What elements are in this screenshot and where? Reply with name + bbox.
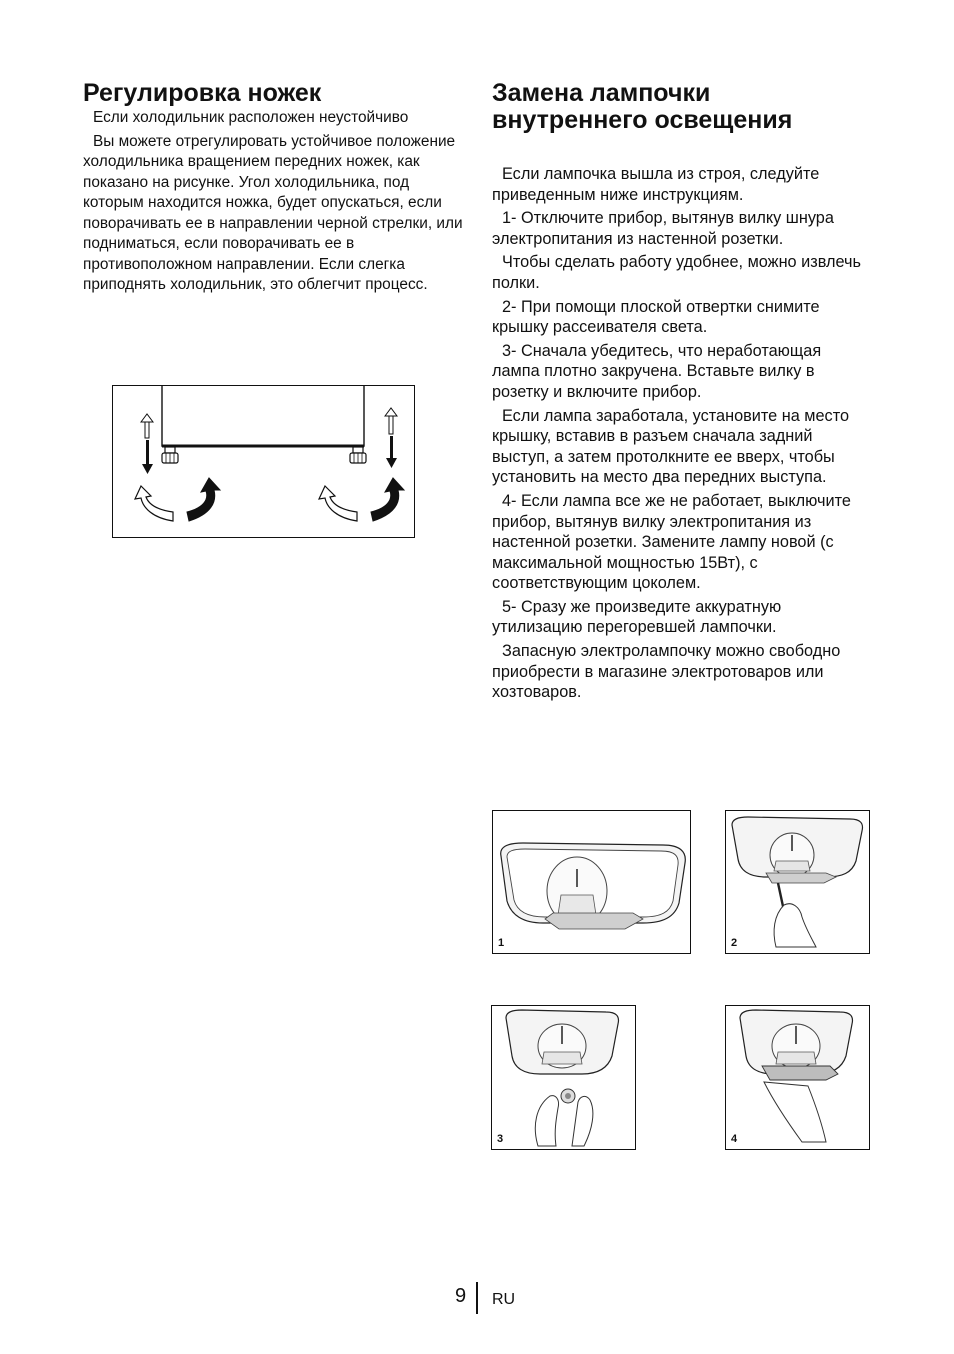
lamp-cover-illustration	[493, 811, 689, 952]
right-up-down-arrow-icon	[385, 408, 397, 468]
lamp-paragraph-8: 5- Сразу же произведите аккуратную утилизацию перегоревшей лампочки.	[492, 597, 782, 637]
right-black-rotate-arrow-icon	[371, 478, 404, 521]
lamp-paragraph-9: Запасную электролампочку можно свободно приобрести в магазине электротоваров или хозтоваров.	[492, 642, 841, 702]
left-white-rotate-arrow-icon	[135, 486, 173, 521]
page-number: 9	[455, 1285, 467, 1307]
feet-adjustment-body: Вы можете отрегулировать устойчивое положение холодильника вращением передних ножек, как показано на рисунке. Угол холодильника, под которым находится ножка, будет опускаться, если поворачивать ее в направлении черной стрелки, или подниматься, если поворачивать ее в противоположном направлении. Если слегка приподнять холодильник, это облегчит процесс.	[83, 132, 463, 293]
footer-divider	[476, 1282, 478, 1314]
feet-adjustment-intro: Если холодильник расположен неустойчиво	[93, 109, 409, 126]
figure-number-1: 1	[498, 937, 505, 949]
screwdriver-illustration	[726, 811, 868, 952]
left-up-down-arrow-icon	[141, 414, 153, 474]
lamp-figure-4	[725, 1005, 870, 1150]
lamp-paragraph-4: 2- При помощи плоской отвертки снимите крышку рассеивателя света.	[492, 297, 820, 337]
lamp-paragraph-7: 4- Если лампа все же не работает, выключите прибор, вытянув вилку электропитания из настенной розетки. Замените лампу новой (с максимальной мощностью 15Вт), с соответствующим цоколем.	[492, 491, 851, 593]
lamp-replacement-section	[492, 80, 872, 706]
lamp-figure-3	[491, 1005, 636, 1150]
right-foot	[350, 447, 366, 463]
right-white-rotate-arrow-icon	[319, 486, 357, 521]
left-black-rotate-arrow-icon	[187, 478, 220, 521]
feet-adjustment-drawing	[113, 386, 413, 536]
language-code: RU	[492, 1291, 516, 1308]
lamp-paragraph-1: Если лампочка вышла из строя, следуйте приведенным ниже инструкциям.	[492, 165, 820, 204]
fridge-body	[162, 386, 364, 446]
lamp-paragraph-6: Если лампа заработала, установите на место крышку, вставив в разъем сначала задний выступ, а затем протолкните ее вверх, чтобы установить на место два передних выступа.	[492, 406, 850, 487]
cover-install-illustration	[726, 1006, 868, 1148]
page-footer	[0, 1282, 954, 1316]
feet-adjustment-figure	[112, 385, 415, 538]
figure-number-3: 3	[497, 1133, 504, 1145]
lamp-paragraph-2: 1- Отключите прибор, вытянув вилку шнура электропитания из настенной розетки.	[492, 209, 834, 248]
feet-adjustment-section	[83, 80, 468, 301]
lamp-paragraph-3: Чтобы сделать работу удобнее, можно извлечь полки.	[492, 253, 861, 292]
lamp-figure-1	[492, 810, 691, 954]
lamp-replacement-title: Замена лампочки внутреннего освещения	[492, 79, 793, 134]
feet-adjustment-title: Регулировка ножек	[83, 79, 322, 107]
lamp-paragraph-5: 3- Сначала убедитесь, что неработающая лампа плотно закручена. Вставьте вилку в розетку и включите прибор.	[492, 341, 822, 401]
figure-number-2: 2	[731, 937, 738, 949]
figure-number-4: 4	[731, 1133, 738, 1145]
lamp-figure-2	[725, 810, 870, 954]
left-foot	[162, 447, 178, 463]
bulb-check-illustration	[492, 1006, 634, 1148]
